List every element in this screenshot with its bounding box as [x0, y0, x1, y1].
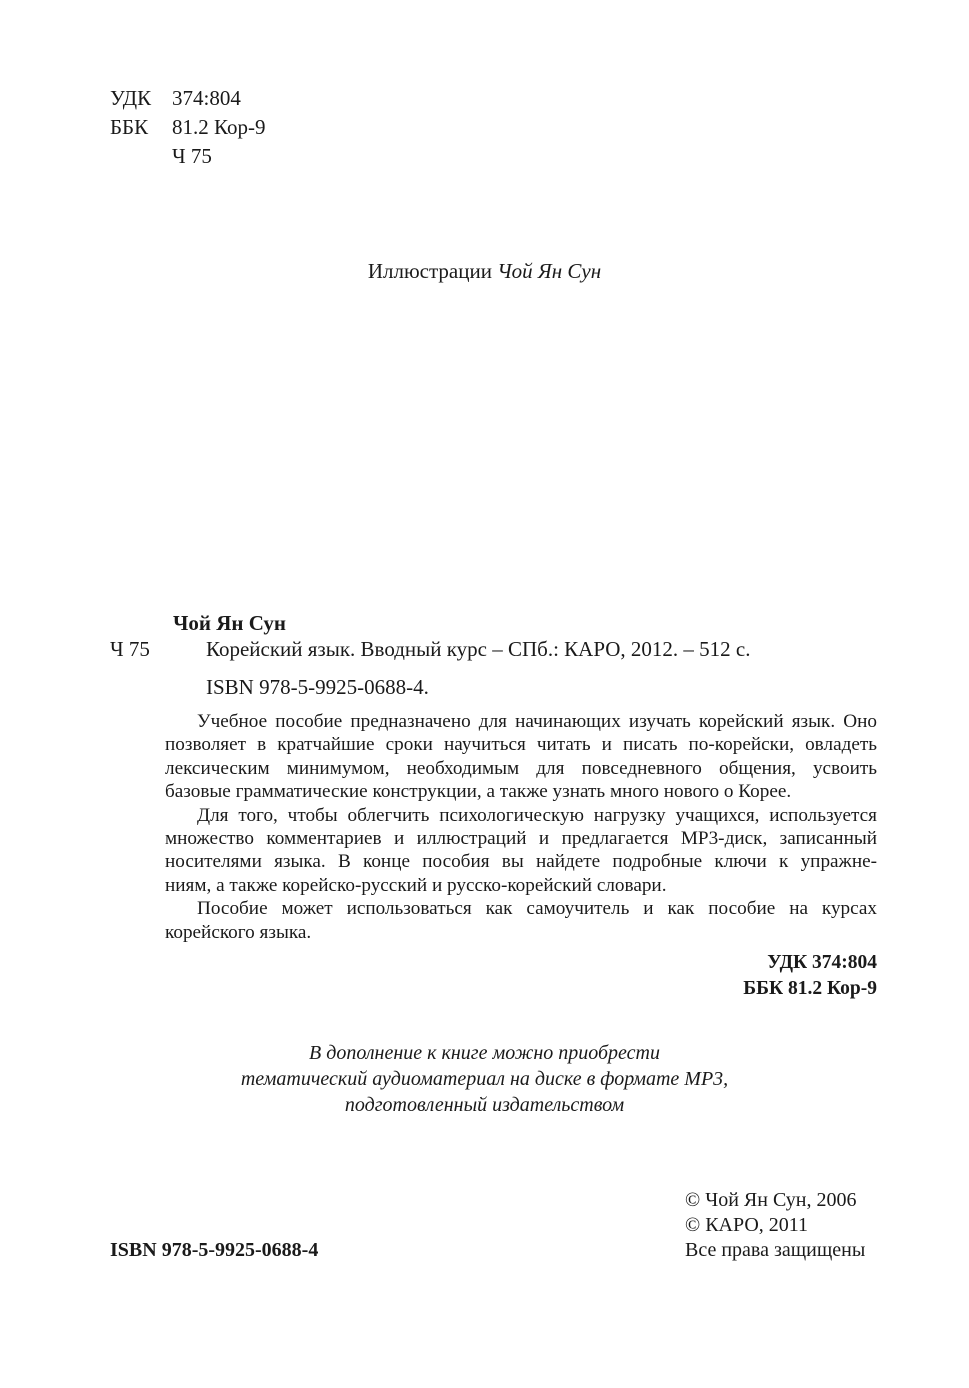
bbk-label: ББК	[110, 115, 149, 139]
note-line: тематический аудиоматериал на диске в формате MP3,	[240, 1068, 729, 1090]
copyright-author: © Чой Ян Сун, 2006	[685, 1189, 857, 1211]
annotation-line: лексическим минимумом, необходимым для повседневного общения, усвоить	[165, 757, 877, 779]
author-heading: Чой Ян Сун	[173, 611, 287, 635]
annotation-paragraph-3	[165, 897, 877, 944]
note-line: В дополнение к книге можно приобрести	[309, 1042, 660, 1064]
author-sign-row	[110, 142, 265, 171]
bottom-classification-codes	[743, 950, 877, 1002]
annotation-line: позволяет в кратчайшие сроки научиться читать и писать по-корейски, овладеть	[165, 734, 877, 756]
udk-row	[110, 84, 265, 113]
udk-label: УДК	[110, 86, 152, 110]
bottom-udk: УДК 374:804	[767, 952, 877, 973]
copyright-publisher: © КАРО, 2011	[685, 1214, 809, 1236]
bbk-row	[110, 113, 265, 142]
annotation-line: Для того, чтобы облегчить психологическую нагрузку учащихся, используется	[197, 804, 877, 826]
bbk-value: 81.2 Кор-9	[172, 115, 266, 139]
annotation-line: ниям, а также корейско-русский и русско-корейский словари.	[165, 874, 667, 896]
bottom-bbk: ББК 81.2 Кор-9	[743, 978, 877, 999]
annotation-line: носителями языка. В конце пособия вы найдете подробные ключи к упражне-	[165, 851, 877, 873]
annotation-line: множество комментариев и иллюстраций и предлагается MP3-диск, записанный	[165, 828, 877, 850]
author-sign-value: Ч 75	[172, 144, 212, 168]
bibliographic-title: Корейский язык. Вводный курс – СПб.: КАРО, 2012. – 512 с.	[206, 637, 751, 661]
illustrations-prefix: Иллюстрации	[367, 259, 492, 283]
author-sign-label	[110, 142, 172, 171]
udk-value: 374:804	[172, 86, 241, 110]
bibliographic-isbn: ISBN 978-5-9925-0688-4.	[206, 675, 429, 699]
annotation-line: корейского языка.	[165, 921, 312, 943]
classification-codes	[110, 84, 265, 171]
rights-reserved: Все права защищены	[685, 1239, 866, 1261]
annotation-paragraph-2	[165, 804, 877, 898]
copyright-block	[685, 1188, 865, 1263]
annotation-line: базовые грамматические конструкции, а также узнать много нового о Корее.	[165, 781, 792, 803]
annotation-paragraph-1	[165, 710, 877, 804]
annotation-line: Учебное пособие предназначено для начинающих изучать корейский язык. Оно	[197, 711, 877, 732]
note-line: подготовленный издательством	[344, 1094, 625, 1116]
annotation	[165, 710, 877, 944]
mp3-note	[0, 1040, 969, 1118]
isbn-footer: ISBN 978-5-9925-0688-4	[110, 1239, 319, 1261]
annotation-line: Пособие может использоваться как самоучитель и как пособие на курсах	[197, 898, 877, 920]
illustrator-name: Чой Ян Сун	[497, 259, 602, 283]
author-sign: Ч 75	[110, 637, 150, 661]
illustrations-credit	[0, 258, 969, 284]
